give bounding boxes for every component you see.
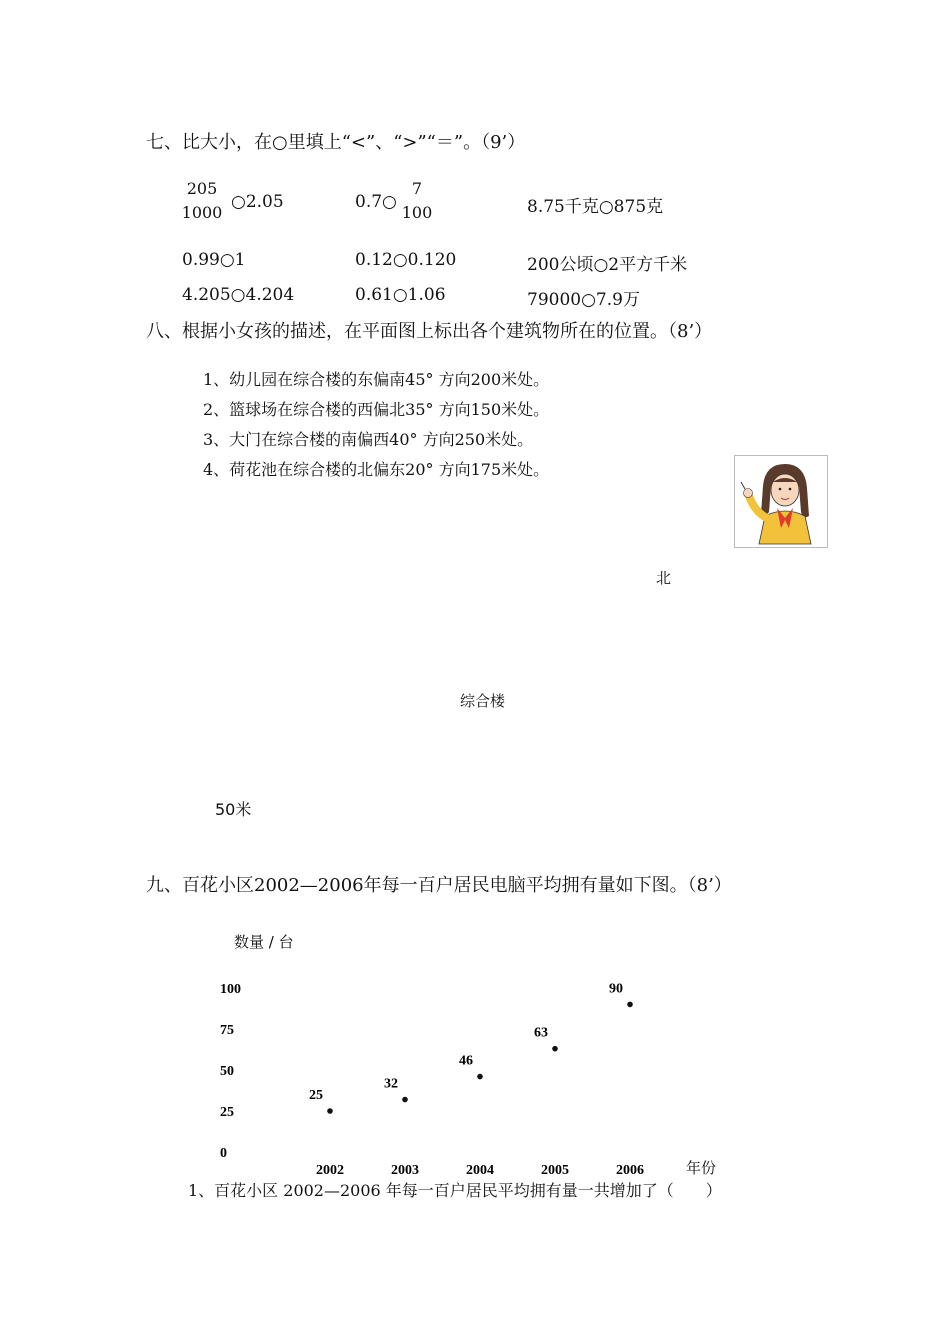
y-tick-label: 25 [220,1105,234,1120]
fraction-denominator: 1000 [181,203,223,222]
north-label: 北 [656,569,672,587]
data-point [402,1097,408,1103]
scale-label: 50米 [215,800,252,819]
data-label: 46 [459,1053,473,1069]
x-tick-label: 2004 [466,1163,494,1178]
center-building-label: 综合楼 [460,692,506,710]
data-point [327,1108,333,1114]
compare-r2c3: 200公顷○2平方千米 [527,255,688,275]
direction-item-1: 1、幼儿园在综合楼的东偏南45° 方向200米处。 [203,370,550,389]
section7-heading: 七、比大小，在○里填上“<”、“>”“＝”。（9’） [146,132,526,153]
data-label: 90 [609,981,623,997]
y-tick-label: 75 [220,1023,234,1038]
x-tick-label: 2003 [391,1163,419,1178]
fraction-7-100 [400,180,434,222]
fraction-numerator: 7 [411,179,423,198]
x-tick-label: 2005 [541,1163,569,1178]
x-tick-label: 2002 [316,1163,344,1178]
data-label: 32 [384,1076,398,1092]
direction-item-2: 2、篮球场在综合楼的西偏北35° 方向150米处。 [203,400,550,419]
compare-r1c3: 8.75千克○875克 [527,197,664,217]
section8-heading: 八、根据小女孩的描述，在平面图上标出各个建筑物所在的位置。（8’） [146,321,713,342]
chart-x-axis-label: 年份 [686,1159,717,1177]
y-tick-label: 100 [220,982,241,997]
direction-item-4: 4、荷花池在综合楼的北偏东20° 方向175米处。 [203,460,550,479]
compare-r3c3: 79000○7.9万 [527,290,640,310]
data-point [627,1002,633,1008]
data-point [552,1046,558,1052]
chart-y-axis-label: 数量 / 台 [234,933,294,951]
fraction-denominator: 100 [401,203,433,222]
girl-illustration [734,455,828,548]
fraction-205-1000 [180,180,224,222]
compare-r2c2: 0.12○0.120 [355,250,457,270]
question-1: 1、百花小区 2002—2006 年每一百户居民平均拥有量一共增加了（ ） [188,1181,722,1200]
direction-item-3: 3、大门在综合楼的南偏西40° 方向250米处。 [203,430,534,449]
data-label: 25 [309,1088,323,1103]
computer-ownership-chart [200,960,740,1190]
compare-r3c2: 0.61○1.06 [355,285,446,305]
y-tick-label: 0 [220,1146,227,1161]
y-tick-label: 50 [220,1064,234,1079]
data-label: 63 [534,1025,548,1041]
x-tick-label: 2006 [616,1163,644,1178]
data-point [477,1074,483,1080]
fraction-numerator: 205 [186,179,218,198]
compare-r2c1: 0.99○1 [182,250,246,270]
compare-r3c1: 4.205○4.204 [182,285,295,305]
compare-r1c1: ○2.05 [231,192,284,212]
section9-heading: 九、百花小区2002—2006年每一百户居民电脑平均拥有量如下图。（8’） [146,875,732,896]
compare-r1c2-prefix: 0.7○ [355,192,397,212]
